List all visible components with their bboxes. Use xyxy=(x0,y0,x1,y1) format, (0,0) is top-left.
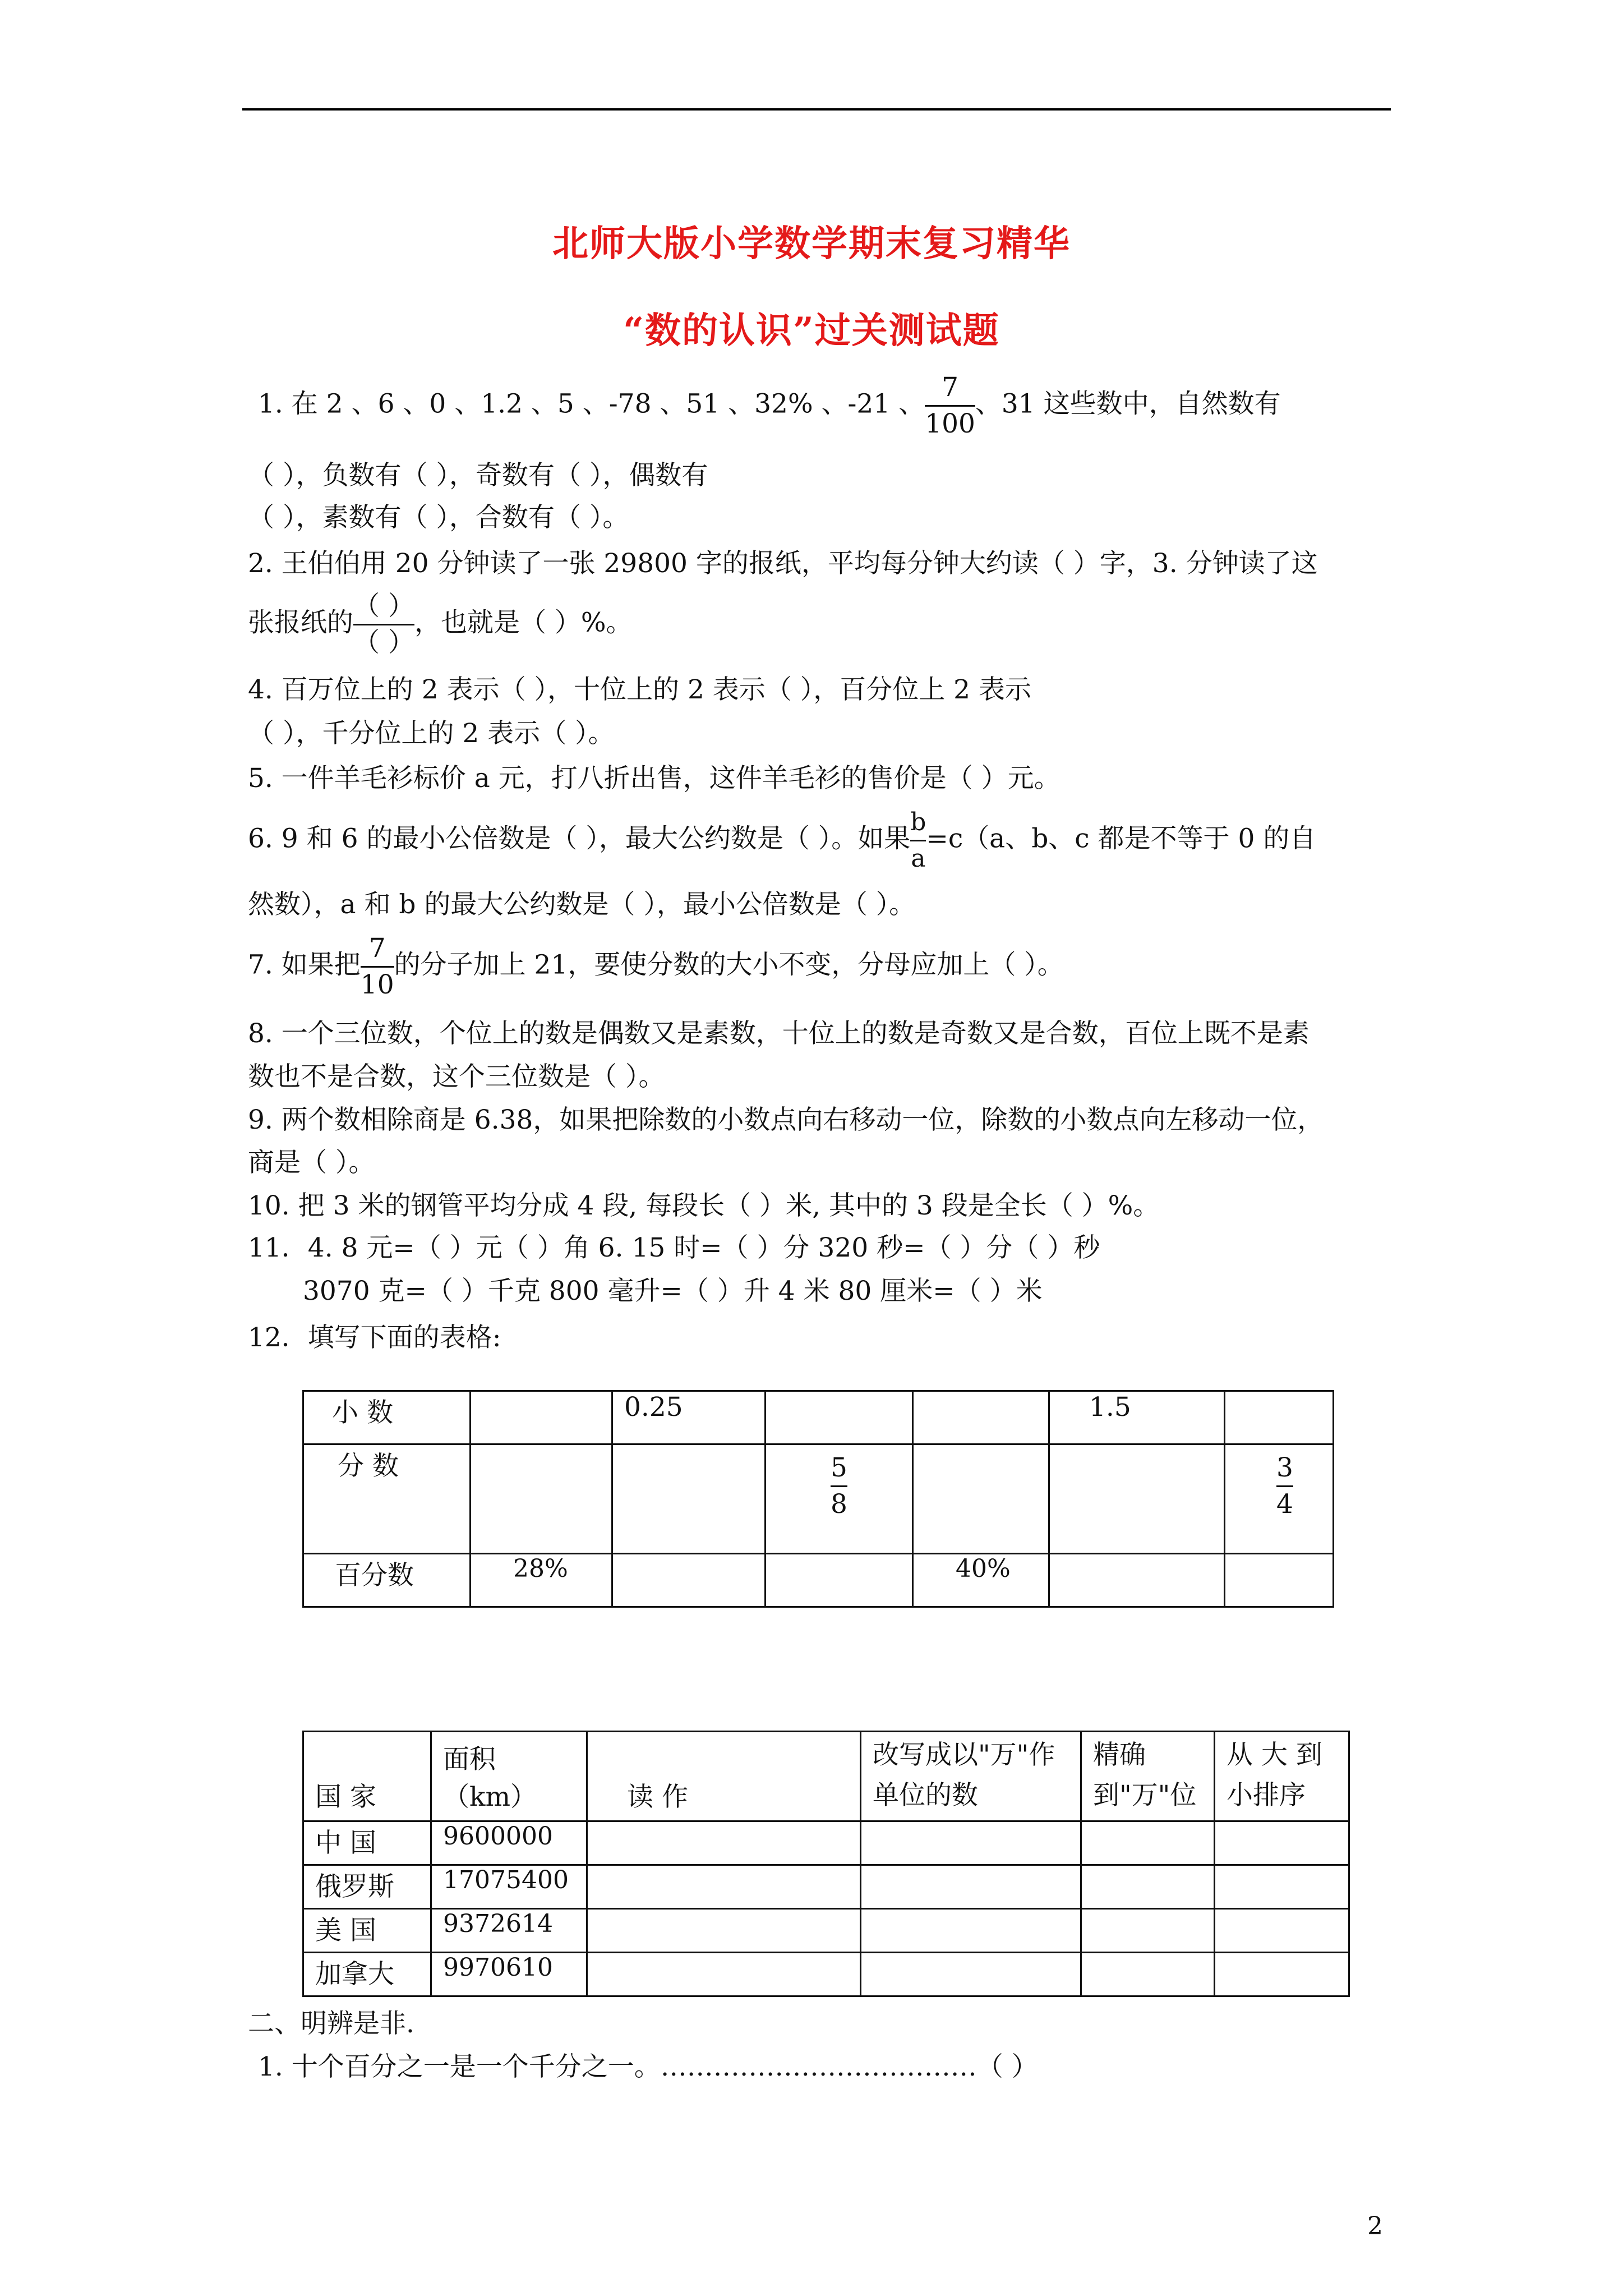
table-cell xyxy=(766,1554,913,1607)
table-cell: 40% xyxy=(913,1554,1049,1607)
table-cell xyxy=(1081,1865,1215,1909)
table-cell xyxy=(913,1391,1049,1444)
question-5: 5. 一件羊毛衫标价 a 元，打八折出售，这件羊毛衫的售价是（ ）元。 xyxy=(248,763,1061,794)
header-rule xyxy=(242,108,1391,111)
question-8-line-1: 8. 一个三位数，个位上的数是偶数又是素数，十位上的数是奇数又是合数，百位上既不是素 xyxy=(248,1018,1310,1049)
question-2-line-2: 张报纸的 $\frac{( )}{( )}$ ，也就是（ ）%。 xyxy=(248,589,633,660)
table-cell xyxy=(587,1953,861,1996)
header-round: 精确到"万"位 xyxy=(1081,1732,1215,1821)
header-read: 读 作 xyxy=(587,1732,861,1821)
row-label: 小 数 xyxy=(303,1391,471,1444)
header-rewrite: 改写成以"万"作单位的数 xyxy=(861,1732,1081,1821)
table-cell xyxy=(587,1865,861,1909)
question-2-line-1: 2. 王伯伯用 20 分钟读了一张 29800 字的报纸，平均每分钟大约读（ ）字，3. 分钟读了这 xyxy=(248,548,1318,579)
conversion-table xyxy=(302,1390,1334,1608)
fraction-3-4: $\frac{3}{4}$ xyxy=(1276,1452,1293,1520)
table-cell xyxy=(1225,1391,1334,1444)
question-1-line-2: （ ），负数有（ ），奇数有（ ），偶数有 xyxy=(248,460,708,491)
country-area-table xyxy=(302,1731,1350,1997)
question-12: 12．填写下面的表格: xyxy=(248,1322,501,1353)
table-cell: 美 国 xyxy=(303,1909,431,1953)
table-row xyxy=(303,1554,1334,1607)
table-cell: 9970610 xyxy=(431,1953,587,1996)
question-7: 7. 如果把 $\frac{7}{10}$ 的分子加上 21，要使分数的大小不变，分母应加上（ ）。 xyxy=(248,931,1064,1002)
table-cell xyxy=(913,1444,1049,1554)
table-cell xyxy=(1081,1953,1215,1996)
table-row xyxy=(303,1821,1349,1865)
table-cell xyxy=(1081,1909,1215,1953)
fraction-5-8: $\frac{5}{8}$ xyxy=(831,1452,847,1520)
fraction-7-100: $\frac{7}{100}$ xyxy=(925,372,975,439)
page-subtitle: “数的认识”过关测试题 xyxy=(623,310,1000,352)
table-cell: 0.25 xyxy=(612,1391,766,1444)
table-row xyxy=(303,1909,1349,1953)
question-8-line-2: 数也不是合数，这个三位数是（ ）。 xyxy=(248,1061,665,1092)
table-cell xyxy=(587,1909,861,1953)
fraction-blank: $\frac{( )}{( )}$ xyxy=(353,591,414,658)
question-1-line-1: 1. 在 2 、6 、0 、1.2 、5 、-78 、51 、32% 、-21 、 $\frac{7}{100}$ 、31 这些数中，自然数有 xyxy=(258,370,1281,441)
header-country: 国 家 xyxy=(303,1732,431,1821)
judge-question-1: 1. 十个百分之一是一个千分之一。………………………………（ ） xyxy=(258,2051,1038,2082)
table-cell: 9600000 xyxy=(431,1821,587,1865)
table-cell xyxy=(861,1909,1081,1953)
table-cell xyxy=(861,1821,1081,1865)
table-cell xyxy=(612,1554,766,1607)
table-cell xyxy=(1081,1821,1215,1865)
question-10: 10. 把 3 米的钢管平均分成 4 段, 每段长（ ）米, 其中的 3 段是全长（ ）%。 xyxy=(248,1190,1160,1221)
table-cell xyxy=(861,1865,1081,1909)
question-4-line-1: 4. 百万位上的 2 表示（ ），十位上的 2 表示（ ），百分位上 2 表示 xyxy=(248,674,1032,705)
question-4-line-2: （ ），千分位上的 2 表示（ ）。 xyxy=(248,718,615,749)
row-label: 分 数 xyxy=(303,1444,471,1554)
section-2-heading: 二、明辨是非. xyxy=(248,2008,414,2039)
page-number: 2 xyxy=(1367,2212,1383,2240)
table-row xyxy=(303,1391,1334,1444)
table-cell xyxy=(766,1444,913,1554)
table-cell xyxy=(1225,1444,1334,1554)
header-area: 面积（km） xyxy=(431,1732,587,1821)
table-cell: 9372614 xyxy=(431,1909,587,1953)
question-11-line-2: 3070 克=（ ）千克 800 毫升=（ ）升 4 米 80 厘米=（ ）米 xyxy=(303,1276,1043,1306)
row-label: 百分数 xyxy=(303,1554,471,1607)
table-cell xyxy=(1215,1821,1349,1865)
question-11-line-1: 11．4. 8 元=（ ）元（ ）角 6. 15 时=（ ）分 320 秒=（ ）分（ ）秒 xyxy=(248,1232,1100,1263)
table-cell xyxy=(1215,1909,1349,1953)
table-cell: 中 国 xyxy=(303,1821,431,1865)
fraction-7-10: $\frac{7}{10}$ xyxy=(360,933,394,1000)
table-cell xyxy=(1215,1865,1349,1909)
table-cell: 俄罗斯 xyxy=(303,1865,431,1909)
table-cell: 1.5 xyxy=(1049,1391,1225,1444)
table-row xyxy=(303,1444,1334,1554)
table-cell xyxy=(587,1821,861,1865)
table-cell: 17075400 xyxy=(431,1865,587,1909)
question-6-line-2: 然数），a 和 b 的最大公约数是（ ），最小公倍数是（ ）。 xyxy=(248,889,916,920)
table-cell: 28% xyxy=(471,1554,612,1607)
table-cell xyxy=(1049,1554,1225,1607)
header-sort: 从 大 到小排序 xyxy=(1215,1732,1349,1821)
table-cell xyxy=(1215,1953,1349,1996)
question-9-line-1: 9. 两个数相除商是 6.38，如果把除数的小数点向右移动一位，除数的小数点向左移动一位， xyxy=(248,1105,1324,1135)
table-cell xyxy=(471,1444,612,1554)
table-cell xyxy=(471,1391,612,1444)
question-6-line-1: 6. 9 和 6 的最小公倍数是（ ），最大公约数是（ ）。如果 $\frac{b}{a}$ =c（a、b、c 都是不等于 0 的自 xyxy=(248,805,1316,876)
question-9-line-2: 商是（ ）。 xyxy=(248,1147,375,1178)
table-cell xyxy=(1049,1444,1225,1554)
table-row xyxy=(303,1865,1349,1909)
fraction-b-a: $\frac{b}{a}$ xyxy=(910,808,926,873)
table-cell xyxy=(612,1444,766,1554)
table-cell xyxy=(1225,1554,1334,1607)
page-title: 北师大版小学数学期末复习精华 xyxy=(552,223,1071,265)
table-cell xyxy=(861,1953,1081,1996)
table-row xyxy=(303,1953,1349,1996)
table-header-row xyxy=(303,1732,1349,1821)
table-cell: 加拿大 xyxy=(303,1953,431,1996)
table-cell xyxy=(766,1391,913,1444)
question-1-line-3: （ ），素数有（ ），合数有（ ）。 xyxy=(248,502,629,533)
